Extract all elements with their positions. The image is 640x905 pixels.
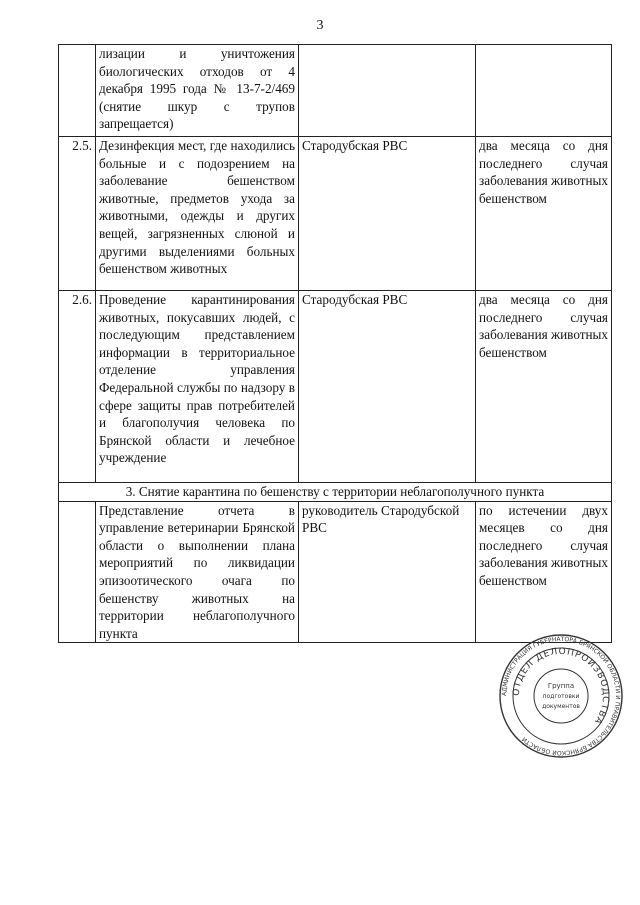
executor-cell xyxy=(299,45,476,137)
term-cell: два месяца со дня последнего случая заболевания животных бешенством xyxy=(476,291,612,483)
measure-description: Проведение карантинирования животных, покусавших людей, с последующим представлением информации в территориальное отделение управления Федеральной службы по надзору в сфере защиты прав потребителей и благополучия человека по Брянской области и лечебное учреждение xyxy=(96,291,299,483)
term-cell: два месяца со дня последнего случая заболевания животных бешенством xyxy=(476,137,612,291)
table-row xyxy=(59,137,612,291)
executor-cell: Стародубская РВС xyxy=(299,137,476,291)
office-stamp xyxy=(498,633,624,759)
measure-description: лизации и уничтожения биологических отходов от 4 декабря 1995 года № 13-7-2/469 (снятие шкур с трупов запрещается) xyxy=(96,45,299,137)
term-cell xyxy=(476,45,612,137)
section-3-title: 3. Снятие карантина по бешенству с территории неблагополучного пункта xyxy=(59,483,612,502)
page-number: 3 xyxy=(316,18,324,33)
row-number: 2.6. xyxy=(59,291,96,483)
term-cell: по истечении двух месяцев со дня последнего случая заболевания животных бешенством xyxy=(476,501,612,643)
section-header-row xyxy=(59,483,612,502)
stamp-center-line: Группа xyxy=(547,682,575,690)
table-row xyxy=(59,291,612,483)
stamp-outer-text: АДМИНИСТРАЦИЯ ГУБЕРНАТОРА БРЯНСКОЙ ОБЛАСТИ И ПРАВИТЕЛЬСТВА БРЯНСКОЙ ОБЛАСТИ xyxy=(500,635,622,757)
executor-cell: руководитель Стародубской РВС xyxy=(299,501,476,643)
measure-description: Дезинфекция мест, где находились больные и с подозрением на заболевание бешенством животные, предметов ухода за животными, одежды и других вещей, загрязненных слюной и другими выделениями больных бешенством животных xyxy=(96,137,299,291)
executor-cell: Стародубская РВС xyxy=(299,291,476,483)
table-row xyxy=(59,45,612,137)
row-number xyxy=(59,501,96,643)
stamp-middle-text: ОТДЕЛ ДЕЛОПРОИЗВОДСТВА xyxy=(511,646,611,727)
stamp-center-line: документов xyxy=(542,703,580,710)
measure-description: Представление отчета в управление ветеринарии Брянской области о выполнении плана мероприятий по ликвидации эпизоотического очага по бешенству животных на территории неблагополучного пункта xyxy=(96,501,299,643)
measures-table xyxy=(58,44,612,643)
row-number: 2.5. xyxy=(59,137,96,291)
stamp-center-line: подготовки xyxy=(542,693,580,700)
row-number xyxy=(59,45,96,137)
table-row xyxy=(59,501,612,643)
